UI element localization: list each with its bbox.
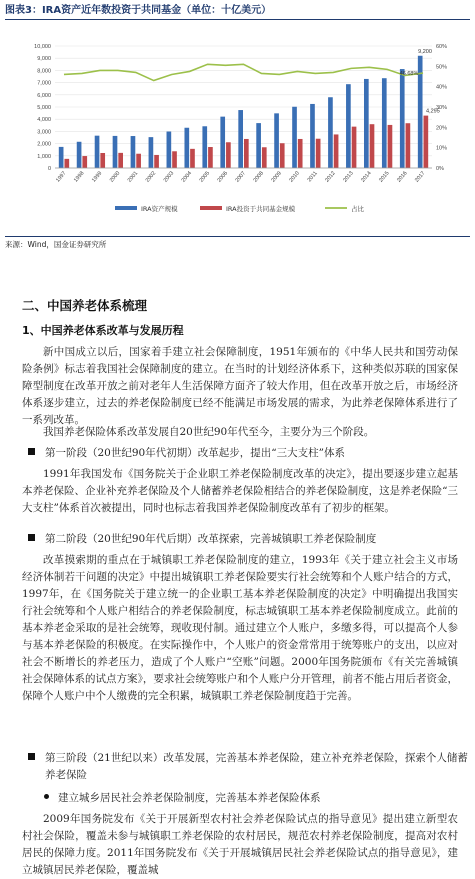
- x-tick-label: 2004: [180, 170, 194, 184]
- x-tick-label: 2013: [342, 170, 355, 184]
- bullet-stage-1-text: 第一阶段（20世纪90年代初期）改革起步，提出“三大支柱”体系: [45, 447, 345, 459]
- y-left-tick-label: 10,000: [34, 44, 51, 50]
- x-tick-label: 1998: [72, 170, 86, 184]
- legend-label: IRA资产规模: [141, 205, 178, 213]
- x-tick-label: 2016: [396, 170, 409, 184]
- figure-source: 来源：Wind，国金证券研究所: [5, 236, 470, 250]
- x-tick-label: 2012: [324, 170, 337, 184]
- paragraph-stage-1: 1991年我国发布《国务院关于企业职工养老保险制度改革的决定》，提出要逐步建立起基本养老保险、企业补充养老保险及个人储蓄养老保险相结合的养老保险制度，这是养老保险“三大支柱”体系首次被提出，同时也标志着我国养老保险制度改革有了初步的框架。: [22, 468, 458, 514]
- bar-ira-assets: [292, 107, 297, 168]
- bar-ira-assets: [113, 136, 118, 168]
- bullet-stage-3-text: 第三阶段（21世纪以来）改革发展，完善基本养老保险，建立补充养老保险，探索个人储蓄养老保险: [45, 752, 468, 781]
- x-tick-label: 2014: [360, 170, 373, 184]
- data-label-ira-assets: 9,200: [418, 48, 432, 55]
- bar-ira-assets: [382, 78, 387, 168]
- bar-ira-assets: [220, 117, 225, 168]
- square-bullet-icon: [28, 534, 35, 541]
- legend-swatch: [115, 206, 137, 210]
- bar-ira-mutual-fund: [370, 124, 375, 168]
- x-tick-label: 2000: [108, 170, 122, 184]
- bar-ira-assets: [59, 147, 64, 168]
- y-left-tick-label: 0: [47, 166, 51, 172]
- bar-ira-mutual-fund: [82, 156, 87, 168]
- bullet-stage-1: [28, 445, 458, 462]
- round-bullet-icon: [44, 794, 49, 799]
- bar-ira-mutual-fund: [280, 143, 285, 168]
- bar-ira-mutual-fund: [172, 151, 177, 168]
- bar-ira-mutual-fund: [352, 127, 357, 168]
- x-tick-label: 1999: [90, 170, 104, 184]
- bar-ira-assets: [77, 142, 82, 168]
- bar-ira-assets: [310, 104, 315, 168]
- bar-ira-mutual-fund: [100, 153, 105, 168]
- bar-ira-mutual-fund: [226, 142, 231, 168]
- y-left-tick-label: 7,000: [37, 80, 51, 87]
- paragraph-stage-2: 改革摸索期的重点在于城镇职工养老保险制度的建立，1993年《关于建立社会主义市场经济体制若干问题的决定》中提出城镇职工养老保险要实行社会统筹和个人账户结合的方式，1997年，在《国务院关于建立统一的企业职工基本养老保险制度的决定》中明确提出我国实行社会统筹和个人账户相结合的养老保险制度，标志城镇职工基本养老保险制度成立。此前的基本养老金采取的是社会统筹，现收现付制。通过建立个人账户，多缴多得，可以提高个人参与基本养老保险的积极度。在实际操作中，个人账户的资金常常用于统筹账户的支出，以应对社会不断增长的养老压力，造成了个人账户“空账”问题。2000年国务院颁布《有关完善城镇社会保障体系的试点方案》，要求社会统筹账户和个人账户分开管理，前者不能占用后者资金，保障个人账户中个人缴费的完全积累，城镇职工养老保险制度趋于完善。: [22, 554, 458, 702]
- x-tick-label: 2001: [126, 170, 140, 184]
- bar-ira-assets: [149, 137, 154, 168]
- chart-line: [64, 64, 423, 80]
- bar-ira-mutual-fund: [244, 139, 249, 168]
- bullet-stage-3: [28, 750, 475, 784]
- y-right-tick-label: 50%: [436, 64, 448, 71]
- x-tick-label: 2003: [162, 170, 176, 184]
- y-left-tick-label: 4,000: [37, 117, 51, 124]
- bar-ira-assets: [346, 84, 351, 168]
- y-right-tick-label: 40%: [436, 84, 448, 91]
- paragraph-stage-3: 2009年国务院发布《关于开展新型农村社会养老保险试点的指导意见》提出建立新型农村社会保险，覆盖未参与城镇职工养老保险的农村居民，规范农村养老保险制度，提高对农村居民的保障力度。2011年国务院发布《关于开展城镇居民社会养老保险试点的指导意见》，建立城镇居民养老保险，覆盖城: [22, 813, 458, 876]
- y-right-tick-label: 60%: [436, 44, 448, 50]
- square-bullet-icon: [28, 448, 35, 455]
- x-tick-label: 2008: [252, 170, 265, 184]
- bar-ira-mutual-fund: [406, 123, 411, 168]
- y-left-tick-label: 9,000: [37, 56, 51, 63]
- chart-legend: [115, 204, 365, 213]
- x-tick-label: 2005: [198, 170, 212, 184]
- bar-ira-assets: [328, 97, 333, 168]
- bar-ira-mutual-fund: [208, 147, 213, 168]
- ira-chart: [0, 22, 475, 234]
- data-label-share: 46.68%: [399, 71, 419, 78]
- bar-ira-mutual-fund: [154, 155, 159, 168]
- bar-ira-mutual-fund: [334, 134, 339, 168]
- bar-ira-assets: [202, 126, 207, 168]
- bar-ira-mutual-fund: [136, 154, 141, 168]
- y-left-tick-label: 1,000: [37, 153, 51, 160]
- bar-ira-assets: [364, 79, 369, 168]
- paragraph-history: 新中国成立以后，国家着手建立社会保障制度，1951年颁布的《中华人民共和国劳动保险条例》标志着我国社会保障制度的建立。在当时的计划经济体系下，这种类似苏联的国家保障型制度在改革开放之前对老年人生活保障方面齐了较大作用，但在改革开放之后，市场经济体系逐步建立，过去的养老保险制度已经不能满足市场发展的需求，为此养老保障体系进行了一系列改革。: [22, 346, 458, 426]
- y-right-tick-label: 20%: [436, 125, 448, 132]
- figure-title: 图表3：IRA资产近年数投资于共同基金（单位：十亿美元）: [5, 3, 470, 20]
- bar-ira-assets: [95, 136, 100, 168]
- bar-ira-assets: [256, 123, 261, 168]
- x-tick-label: 1997: [55, 170, 68, 184]
- legend-label: 占比: [351, 205, 364, 213]
- bar-ira-assets: [400, 69, 405, 168]
- x-tick-label: 2009: [270, 170, 283, 184]
- legend-swatch: [200, 206, 222, 210]
- x-tick-label: 2002: [144, 170, 158, 184]
- x-tick-label: 2010: [288, 170, 301, 184]
- section-heading: 二、中国养老体系梳理: [22, 298, 148, 313]
- bar-ira-mutual-fund: [316, 139, 321, 168]
- line-share: [64, 64, 423, 80]
- bar-ira-assets: [184, 128, 189, 168]
- y-left-tick-label: 3,000: [37, 129, 51, 136]
- x-tick-label: 2011: [306, 170, 319, 184]
- data-label-mutual-fund: 4,295: [426, 108, 440, 115]
- legend-label: IRA投资于共同基金规模: [226, 205, 296, 213]
- square-bullet-icon: [28, 753, 35, 760]
- sub-bullet-text: 建立城乡居民社会养老保险制度，完善基本养老保险体系: [58, 792, 321, 804]
- bar-ira-mutual-fund: [424, 116, 429, 168]
- x-tick-label: 2006: [216, 170, 230, 184]
- paragraph-three-stages: 我国养老保险体系改革发展自20世纪90年代至今，主要分为三个阶段。: [43, 426, 375, 438]
- y-left-tick-label: 6,000: [37, 92, 51, 99]
- x-tick-label: 2017: [414, 170, 427, 184]
- bar-ira-assets: [274, 113, 279, 168]
- bar-ira-assets: [131, 136, 136, 168]
- sub-bullet-urban-rural: [44, 790, 464, 807]
- bullet-stage-2: [28, 531, 458, 548]
- bar-ira-assets: [238, 110, 243, 168]
- y-left-tick-label: 5,000: [37, 105, 51, 111]
- chart-bars: [59, 56, 428, 168]
- bar-ira-mutual-fund: [388, 125, 393, 168]
- x-tick-label: 2007: [234, 170, 248, 184]
- bar-ira-mutual-fund: [190, 149, 195, 168]
- bullet-stage-2-text: 第二阶段（20世纪90年代后期）改革探索，完善城镇职工养老保险制度: [45, 533, 377, 545]
- y-left-tick-label: 2,000: [37, 141, 51, 148]
- bar-ira-mutual-fund: [262, 147, 267, 168]
- y-right-tick-label: 10%: [436, 145, 448, 152]
- section-subheading: 1、中国养老体系改革与发展历程: [22, 324, 184, 337]
- bar-ira-assets: [167, 132, 172, 168]
- y-right-tick-label: 30%: [436, 105, 448, 111]
- bar-ira-mutual-fund: [118, 153, 123, 168]
- y-right-tick-label: 0%: [436, 166, 444, 172]
- y-left-tick-label: 8,000: [37, 68, 51, 75]
- bar-ira-mutual-fund: [298, 139, 303, 168]
- bar-ira-mutual-fund: [64, 159, 69, 168]
- x-tick-label: 2015: [378, 170, 391, 184]
